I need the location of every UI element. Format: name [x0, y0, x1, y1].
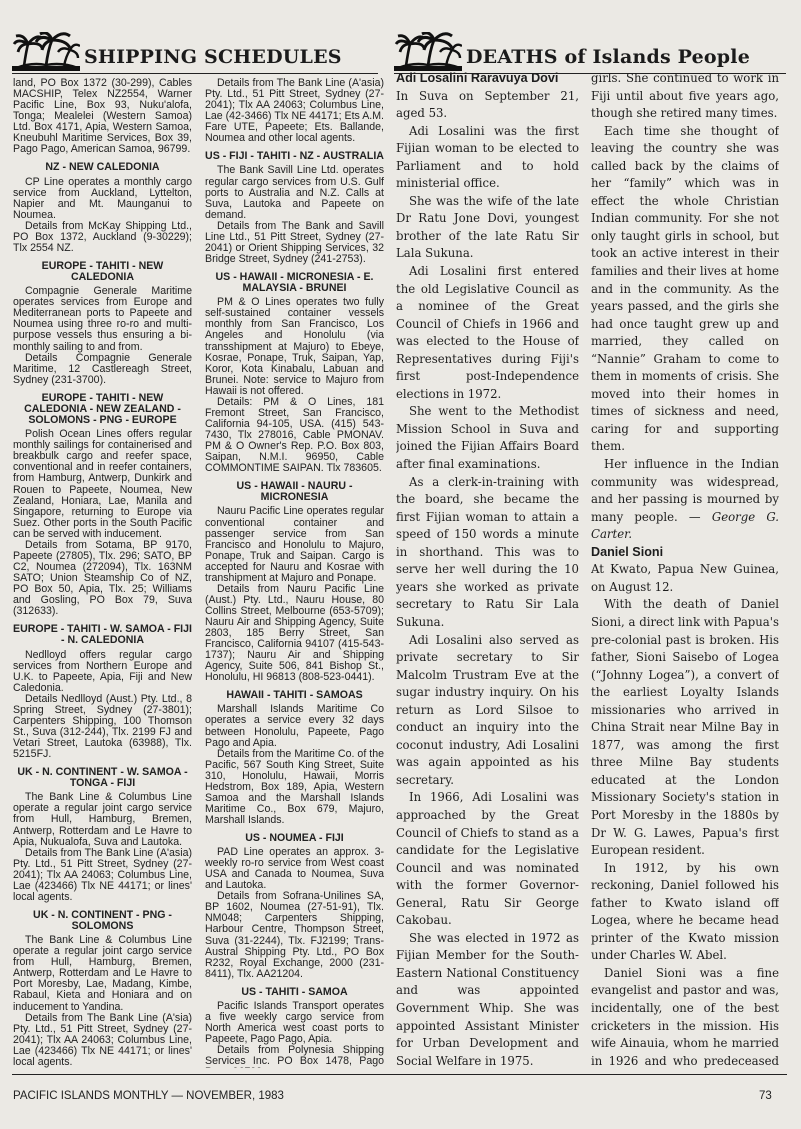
header-rule — [12, 73, 378, 74]
route-heading: NZ - NEW CALEDONIA — [45, 161, 160, 174]
obituary-name: Daniel Sioni — [591, 544, 664, 559]
paragraph: Polish Ocean Lines offers regular monthly sailings for containerised and breakbulk cargo and reefer space, conventional and in reefer containers, from Hamburg, Antwerp, Dunkirk and Rouen to Papeete, Noumea, New Zealand, Honiara, Lae, Manila and Singapore, returning to Europe via Suez. Other ports in the South Pacific can be served with inducement. — [13, 428, 192, 540]
palm-tree-logo-icon — [394, 32, 462, 72]
paragraph: Nauru Pacific Line operates regular conventional container and passenger service from San Francisco and Honolulu to Majuro, Ponape, Truk and Saipan. Cargo is accepted for Nauru and Kosrae with transhipment at Majuro and Ponape. — [205, 505, 384, 584]
paragraph: Details Nedlloyd (Aust.) Pty. Ltd., 8 Spring Street, Sydney (27-3801); Carpenters Shipping, 100 Thomson St., Suva (312-244), Tlx. 2199 FJ and Vetari Street, Lautoka (63988), Tlx. 5215FJ. — [13, 692, 192, 760]
paragraph: Details from Nauru Pacific Line (Aust.) Pty. Ltd., Nauru House, 80 Collins Street, Melbourne (653-5709); Nauru Air and Shipping Agency, Suite 2803, 185 Berry Street, San Francisco, California 94107 (415-543-1737); Nauru Air and Shipping Agency, Suite 506, 841 Bishop St., Honolulu, HI 96813 (808-523-0441). — [205, 582, 384, 684]
route-heading: EUROPE - TAHITI - NEW CALEDONIA - NEW ZEALAND - SOLOMONS - PNG - EUROPE — [24, 391, 181, 427]
paragraph: Pacific Islands Transport operates a five weekly cargo service from North America west coast ports to Papeete, Pago Pago, Apia. — [205, 999, 384, 1046]
route-heading: HAWAII - TAHITI - SAMOAS — [226, 689, 363, 702]
palm-tree-logo-icon — [12, 32, 80, 72]
paragraph: Daniel Sioni was a fine evangelist and pastor and was, incidentally, one of the best cricketers in the mission. His wife Ainauia, whom he married in 1926 and who predeceased — [591, 965, 779, 1068]
route-heading: EUROPE - TAHITI - NEW CALEDONIA — [41, 259, 164, 284]
deaths-column-2 — [591, 70, 779, 1070]
paragraph: Marshall Islands Maritime Co operates a service every 32 days between Honolulu, Papeete, Pago Pago and Apia. — [205, 703, 384, 749]
paragraph: In Suva on September 21, aged 53. — [396, 88, 579, 121]
paragraph: Adi Losalini first entered the old Legislative Council as a nominee of the Great Council of Chiefs in 1966 and was elected to the House of Representatives during Fiji's first post-Independence elections in 1972. — [396, 264, 579, 401]
paragraph: The Bank Savill Line Ltd. operates regular cargo services from U.S. Gulf ports to Australia and N.Z. Calls at Suva, Lautoka and Papeete on demand. — [205, 164, 384, 221]
shipping-column-1 — [13, 78, 192, 1068]
paragraph: PM & O Lines operates two fully self-sustained container vessels monthly from San Francisco, Los Angeles and Honolulu (via transshipment at Majuro) to Ebeye, Kosrae, Ponape, Truk, Saipan, Yap, Koror, Kota Kinabalu, Labuan and Brunei. Note: service to Majuro from Hawaii is not offered. — [205, 296, 384, 397]
shipping-column-2 — [205, 78, 384, 1068]
shipping-schedules-header — [12, 30, 378, 72]
route-heading: US - FIJI - TAHITI - NZ - AUSTRALIA — [205, 150, 384, 163]
route-heading: UK - N. CONTINENT - W. SAMOA - TONGA - FIJI — [17, 765, 188, 790]
paragraph: Details: PM & O Lines, 181 Fremont Street, San Francisco, California 94-105, USA. (415) 543-7430, Tlx 278016, Cable PMONAV. PM & O Owner's Rep. P.O. Box 803, Saipan, N.M.I. 96950, Cable COMMONTIME SAIPAN. Tlx 783605. — [205, 395, 384, 475]
paragraph: Details from the Maritime Co. of the Pacific, 567 South King Street, Suite 310, Honolulu, Hawaii, Morris Hedstrom, Box 189, Apia, Western Samoa and the Marshall Islands Maritime Co., Box 679, Majuro, Marshall Islands. — [205, 747, 384, 826]
paragraph: Adi Losalini was the first Fijian woman to be elected to Parliament and to hold ministerial office. — [396, 123, 579, 191]
paragraph: The Bank Line & Columbus Line operate a regular joint cargo service from Hull, Hamburg, Bremen, Antwerp, Rotterdam and Le Havre to Port Moresby, Lae, Madang, Kimbe, Rabaul, Kieta and Honiara and on inducement to Yandina. — [13, 934, 192, 1013]
paragraph: She went to the Methodist Mission School in Suva and joined the Fijian Affairs Board after final examinations. — [396, 404, 579, 472]
paragraph: At Kwato, Papua New Guinea, on August 12. — [591, 562, 779, 594]
route-heading: UK - N. CONTINENT - PNG - SOLOMONS — [33, 908, 172, 933]
route-heading: EUROPE - TAHITI - W. SAMOA - FIJI - N. CALEDONIA — [13, 623, 192, 647]
route-heading: US - HAWAII - NAURU - MICRONESIA — [236, 480, 353, 504]
route-heading: US - TAHITI - SAMOA — [241, 985, 348, 998]
author-signature: George G. Carter. — [591, 509, 779, 542]
paragraph: CP Line operates a monthly cargo service from Auckland, Lyttelton, Napier and Mt. Maunganui to Noumea. — [13, 175, 192, 221]
paragraph: Each time she thought of leaving the country she was called back by the claims of her “family” which was in effect the whole Christian Indian community. For she not only taught girls in school, but took an active interest in their families and their lives at home and in the community. As the years passed, and the girls she had once taught grew up and married, they called on “Nannie” Graham to come to them in moments of crisis. She moved into their homes in times of sickness and need, caring for and supporting them. — [591, 123, 779, 454]
paragraph: girls. She continued to work in Fiji until about five years ago, though she retired many times. — [591, 71, 779, 121]
paragraph: PAD Line operates an approx. 3-weekly ro-ro service from West coast USA and Canada to Noumea, Suva and Lautoka. — [205, 846, 384, 892]
paragraph: land, PO Box 1372 (30-299), Cables MACSHIP, Telex NZ2554, Warner Pacific Line, Box 93, Nuku'alofa, Tonga; Mealelei (Western Samoa) Ltd. Box 4171, Apia, Western Samoa, Kneubuhl Maritime Services, Box 39, Pago Pago, American Samoa, 96799. — [13, 78, 192, 156]
paragraph: Adi Losalini also served as private secretary to Sir Malcolm Trustram Eve at the sugar industry inquiry. On his return as Lord Silsoe to conduct an inquiry into the coconut industry, Adi Losalini was again appointed as his secretary. — [396, 632, 579, 787]
paragraph-text: Her influence in the Indian community was widespread, and her passing is mourned by many people. — — [591, 457, 779, 524]
paragraph: Details from The Bank and Savill Line Ltd., 51 Pitt Street, Sydney (27-2041) or Orient Shipping Services, 32 Bridge Street, Sydney (241-2753). — [205, 219, 384, 265]
paragraph: The Bank Line & Columbus Line operate a regular joint cargo service from Hull, Hamburg, Bremen, Antwerp, Rotterdam and Le Havre to Apia, Nukualofa, Suva and Lautoka. — [13, 791, 192, 848]
paragraph — [591, 456, 779, 544]
obituary-name: Adi Losalini Raravuya Dovi — [396, 71, 559, 85]
page-number: 73 — [759, 1090, 772, 1102]
section-title: DEATHS of Islands People — [466, 46, 751, 68]
deaths-header — [394, 30, 786, 72]
paragraph: Details Compagnie Generale Maritime, 12 Castlereagh Street, Sydney (231-3700). — [13, 351, 192, 386]
publication-footer: PACIFIC ISLANDS MONTHLY — NOVEMBER, 1983 — [13, 1090, 284, 1102]
paragraph: In 1966, Adi Losalini was approached by the Great Council of Chiefs to stand as a candidate for the Legislative Council and was nominated with the former Governor-General, Ratu Sir George Cakobau. — [396, 790, 579, 928]
paragraph: Details from The Bank Line (A'asia) Pty. Ltd., 51 Pitt Street, Sydney (27-2041); Tlx AA 24063; Columbus Line, Lae (423466) Tlx NE 44171; or lines' local agents. — [13, 846, 192, 903]
paragraph: Details from Sotama, BP 9170, Papeete (27805), Tlx. 296; SATO, BP C2, Noumea (272094), Tlx. 163NM SATO; Union Steamship Co of NZ, PO Box 50, Apia, Tlx. 25; Williams and Gosling, PO Box 79, Suva (312633). — [13, 538, 192, 618]
section-title: SHIPPING SCHEDULES — [84, 46, 342, 68]
paragraph: Details from McKay Shipping Ltd., PO Box 1372, Auckland (9-30229); Tlx 2554 NZ. — [13, 219, 192, 254]
paragraph: Details from The Bank Line (A'sia) Pty. Ltd., 51 Pitt Street, Sydney (27-2041); Tlx AA 24063; Columbus Line, Lae (423466) Tlx NE 44171; or lines' local agents. — [13, 1011, 192, 1068]
paragraph: Details from Polynesia Shipping Services Inc. PO Box 1478, Pago — [205, 1044, 384, 1068]
route-heading: US - NOUMEA - FIJI — [245, 831, 344, 844]
paragraph: Details from The Bank Line (A'asia) Pty. Ltd., 51 Pitt Street, Sydney (27-2041); Tlx AA 24063; Columbus Line, Lae (42-3466) Tlx NE 44171; Ets A.M. Fare UTE, Papeete; Ets. Ballande, Noumea and other local agents. — [205, 78, 384, 145]
paragraph: In 1912, by his own reckoning, Daniel followed his father to Kwato island off Logea, where he became head printer of the Kwato mission under Charles W. Abel. — [591, 860, 779, 963]
paragraph: Nedlloyd offers regular cargo services from Northern Europe and U.K. to Papeete, Apia, Fiji and New Caledonia. — [13, 648, 192, 694]
footer-rule — [12, 1074, 787, 1075]
paragraph: She was the wife of the late Dr Ratu Jone Dovi, youngest brother of the late Ratu Sir Lala Sukuna. — [396, 193, 579, 261]
paragraph: With the death of Daniel Sioni, a direct link with Papua's pre-colonial past is broken. His father, Sioni Saisebo of Logea (“Johnny Logea”), a convert of the earliest Loyalty Islands missionaries who arrived in China Strait near Milne Bay in 1877, was among the first three Milne Bay students educated at the London Missionary Society's station in Port Moresby in the 1880s by Dr W. G. Lawes, Papua's first European resident. — [591, 597, 779, 858]
paragraph: Details from Sofrana-Unilines SA, BP 1602, Noumea (27-51-91), Tlx. NM048; Carpenters Shipping, Harbour Centre, Thompson Street, Suva (31-2244), Tlx. FJ2199; Trans-Austral Shipping Pty. Ltd., PO Box R232, Royal Exchange, 2000 (231-8411), Tlx. AA21204. — [205, 890, 384, 980]
paragraph: As a clerk-in-training with the board, she became the first Fijian woman to attain a speed of 150 words a minute in shorthand. This was to serve her well during the 10 years she worked as private secretary to Ratu Sir Lala Sukuna. — [396, 474, 579, 629]
paragraph: Compagnie Generale Maritime operates services from Europe and Mediterranean ports to Papeete and Noumea using three ro-ro and multi-purpose vessels thus ensuring a bi-monthly sailing to and from. — [13, 285, 192, 353]
paragraph: She was elected in 1972 as Fijian Member for the South-Eastern National Constituency and was appointed Government Whip. She was appointed Assistant Minister for Urban Development and Social Welfare in 1975. — [396, 930, 579, 1068]
route-heading: US - HAWAII - MICRONESIA - E. MALAYSIA - BRUNEI — [215, 270, 374, 295]
deaths-column-1 — [396, 70, 579, 1070]
